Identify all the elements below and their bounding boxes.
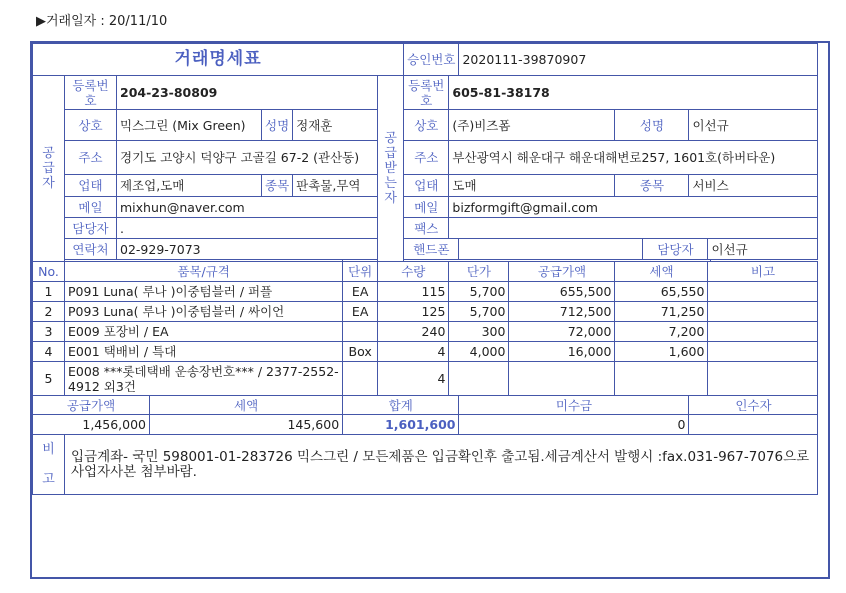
item-price: 300: [449, 322, 509, 342]
item-qty: 4: [378, 362, 449, 396]
table-row: [33, 322, 818, 342]
supplier-manager-label: 담당자: [65, 218, 117, 239]
item-price: [449, 362, 509, 396]
remarks-text: 입금계좌- 국민 598001-01-283726 믹스그린 / 모든제품은 입금확인후 출고됨.세금계산서 발행시 :fax.031-967-7076으로 사업자사본 첨부바람.: [65, 435, 818, 495]
approval-label: 승인번호: [404, 44, 459, 76]
receiver-reg-no: 605-81-38178: [449, 76, 818, 110]
item-supply: 655,500: [509, 282, 615, 302]
receiver-name-label: 상호: [404, 110, 449, 141]
totals-unpaid-label: 미수금: [459, 396, 689, 415]
item-name: E008 ***롯데택배 운송장번호*** / 2377-2552-4912 외3건: [65, 362, 343, 396]
receiver-biz-label: 업태: [404, 175, 449, 197]
items-header-price: 단가: [449, 262, 509, 282]
trade-date: ▶거래일자 : 20/11/10: [36, 14, 168, 29]
item-supply: [509, 362, 615, 396]
item-no: 3: [33, 322, 65, 342]
item-name: E009 포장비 / EA: [65, 322, 343, 342]
table-row: [33, 302, 818, 322]
item-tax: 65,550: [615, 282, 708, 302]
item-note: [708, 282, 818, 302]
item-tax: 71,250: [615, 302, 708, 322]
table-row: [33, 342, 818, 362]
item-supply: 712,500: [509, 302, 615, 322]
receiver-email: bizformgift@gmail.com: [449, 197, 818, 218]
receiver-address: 부산광역시 해운대구 해운대해변로257, 1601호(하버타운): [449, 141, 818, 175]
item-tax: 1,600: [615, 342, 708, 362]
receiver-item-label: 종목: [615, 175, 689, 197]
item-no: 5: [33, 362, 65, 396]
document-title: 거래명세표: [33, 44, 404, 76]
supplier-biz: 제조업,도매: [117, 175, 262, 197]
item-price: 5,700: [449, 282, 509, 302]
supplier-contact: 02-929-7073: [117, 239, 378, 260]
receiver-manager: 이선규: [708, 239, 818, 260]
receiver-side-label: 공 급 받 는 자: [378, 76, 404, 262]
remarks-label: 비 고: [33, 435, 65, 495]
item-tax: 7,200: [615, 322, 708, 342]
supplier-email: mixhun@naver.com: [117, 197, 378, 218]
receiver-rep: 이선규: [689, 110, 818, 141]
item-qty: 240: [378, 322, 449, 342]
item-name: P093 Luna( 루나 )이중텀블러 / 싸이언: [65, 302, 343, 322]
approval-number: 2020111-39870907: [459, 44, 818, 76]
items-header-note: 비고: [708, 262, 818, 282]
receiver-phone: [459, 239, 643, 260]
item-unit: EA: [343, 302, 378, 322]
receiver-rep-label: 성명: [615, 110, 689, 141]
item-supply: 16,000: [509, 342, 615, 362]
receiver-item: 서비스: [689, 175, 818, 197]
receiver-name: (주)비즈폼: [449, 110, 615, 141]
totals-sum: 1,601,600: [343, 415, 459, 435]
supplier-reg-label: 등록번호: [65, 76, 117, 110]
item-unit: [343, 322, 378, 342]
totals-receiver-label: 인수자: [689, 396, 818, 415]
item-qty: 125: [378, 302, 449, 322]
items-header-tax: 세액: [615, 262, 708, 282]
item-note: [708, 362, 818, 396]
supplier-contact-label: 연락처: [65, 239, 117, 260]
supplier-addr-label: 주소: [65, 141, 117, 175]
totals-tax-label: 세액: [150, 396, 343, 415]
receiver-fax-label: 팩스: [404, 218, 449, 239]
totals-supply: 1,456,000: [33, 415, 150, 435]
totals-unpaid: 0: [459, 415, 689, 435]
table-row: [33, 282, 818, 302]
item-tax: [615, 362, 708, 396]
receiver-reg-label: 등록번호: [404, 76, 449, 110]
totals-receiver: [689, 415, 818, 435]
receiver-addr-label: 주소: [404, 141, 449, 175]
items-header-no: No.: [33, 262, 65, 282]
item-no: 1: [33, 282, 65, 302]
items-header-name: 품목/규격: [65, 262, 343, 282]
totals-supply-label: 공급가액: [33, 396, 150, 415]
receiver-biz: 도매: [449, 175, 615, 197]
items-header-supply: 공급가액: [509, 262, 615, 282]
supplier-name: 믹스그린 (Mix Green): [117, 110, 262, 141]
totals-sum-label: 합계: [343, 396, 459, 415]
supplier-biz-label: 업태: [65, 175, 117, 197]
statement-table: [32, 43, 818, 495]
item-unit: [343, 362, 378, 396]
item-no: 4: [33, 342, 65, 362]
supplier-item: 판촉물,무역: [293, 175, 378, 197]
item-name: E001 택배비 / 특대: [65, 342, 343, 362]
supplier-reg-no: 204-23-80809: [117, 76, 378, 110]
item-note: [708, 342, 818, 362]
receiver-email-label: 메일: [404, 197, 449, 218]
receiver-phone-label: 핸드폰: [404, 239, 459, 260]
supplier-item-label: 종목: [262, 175, 293, 197]
item-note: [708, 302, 818, 322]
supplier-manager: .: [117, 218, 378, 239]
item-qty: 4: [378, 342, 449, 362]
supplier-rep: 정재훈: [293, 110, 378, 141]
items-header-unit: 단위: [343, 262, 378, 282]
table-row: [33, 362, 818, 396]
item-price: 5,700: [449, 302, 509, 322]
items-header-qty: 수량: [378, 262, 449, 282]
supplier-email-label: 메일: [65, 197, 117, 218]
item-supply: 72,000: [509, 322, 615, 342]
supplier-side-label: 공 급 자: [33, 76, 65, 262]
item-note: [708, 322, 818, 342]
receiver-fax: [449, 218, 818, 239]
item-no: 2: [33, 302, 65, 322]
item-unit: Box: [343, 342, 378, 362]
statement-frame: [30, 41, 830, 579]
item-price: 4,000: [449, 342, 509, 362]
supplier-address: 경기도 고양시 덕양구 고골길 67-2 (관산동): [117, 141, 378, 175]
item-name: P091 Luna( 루나 )이중텀블러 / 퍼플: [65, 282, 343, 302]
supplier-rep-label: 성명: [262, 110, 293, 141]
totals-tax: 145,600: [150, 415, 343, 435]
supplier-name-label: 상호: [65, 110, 117, 141]
receiver-manager-label: 담당자: [643, 239, 708, 260]
item-qty: 115: [378, 282, 449, 302]
item-unit: EA: [343, 282, 378, 302]
